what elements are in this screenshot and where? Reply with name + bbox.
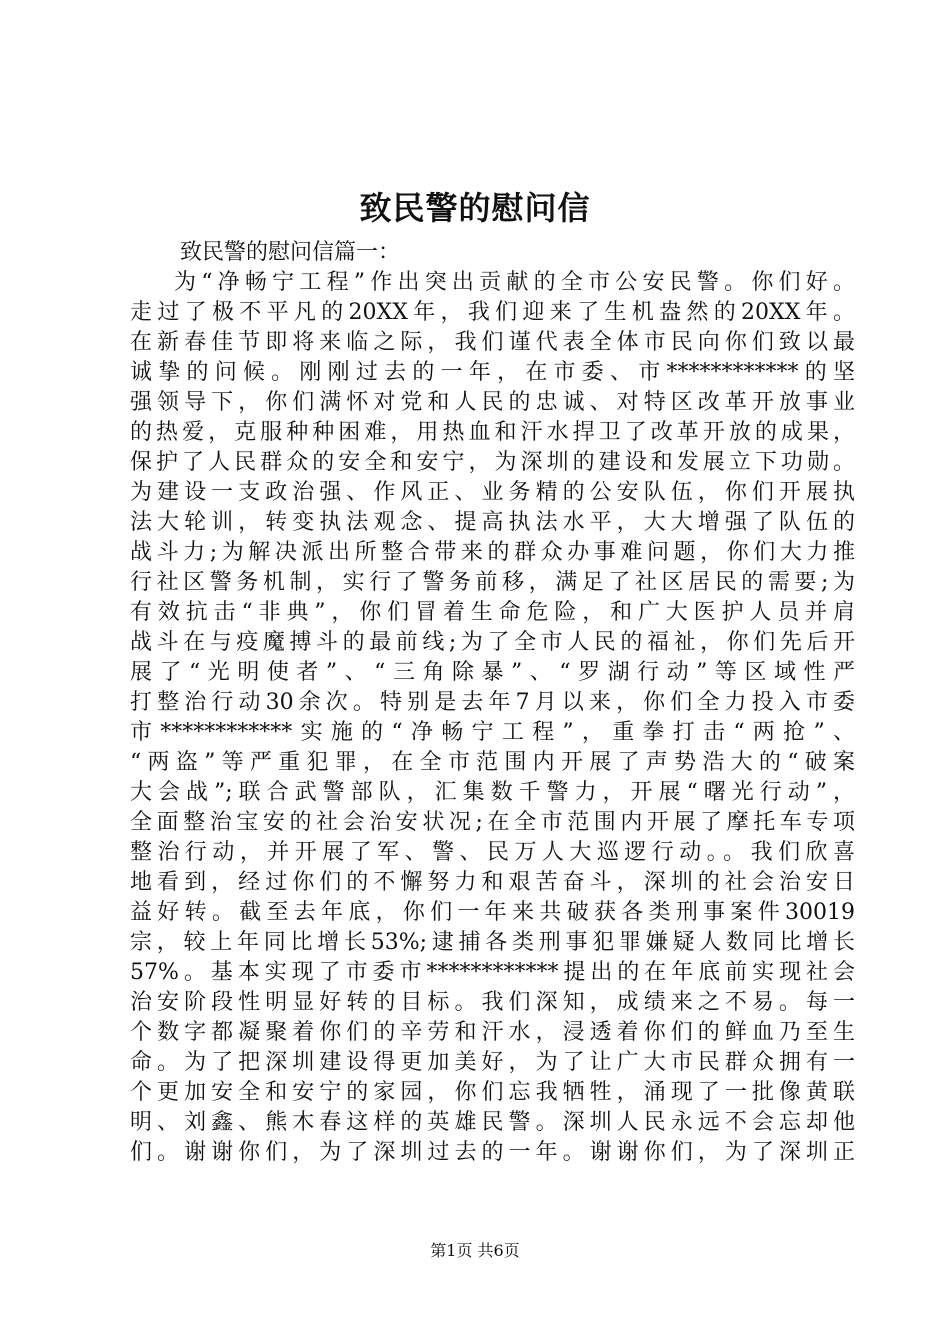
- body-line: 大会战”;联合武警部队，汇集数千警力，开展“曙光行动”，: [130, 780, 855, 805]
- body-line: 益好转。截至去年底，你们一年来共破获各类刑事案件30019: [130, 900, 855, 925]
- body-line: 战斗力;为解决派出所整合带来的群众办事难问题，你们大力推: [130, 540, 855, 565]
- body-line: 强领导下，你们满怀对党和人民的忠诚、对特区改革开放事业: [130, 390, 855, 415]
- body-line: 为建设一支政治强、作风正、业务精的公安队伍，你们开展执: [130, 480, 855, 505]
- body-line: 的热爱，克服种种困难，用热血和汗水捍卫了改革开放的成果，: [130, 420, 855, 445]
- body-line: 全面整治宝安的社会治安状况;在全市范围内开展了摩托车专项: [130, 810, 855, 835]
- body-line: 打整治行动30余次。特别是去年7月以来，你们全力投入市委: [130, 690, 855, 715]
- body-line: 明、刘鑫、熊木春这样的英雄民警。深圳人民永远不会忘却他: [130, 1110, 855, 1135]
- body-line: 个数字都凝聚着你们的辛劳和汗水，浸透着你们的鲜血乃至生: [130, 1020, 855, 1045]
- document-subtitle: 致民警的慰问信篇一：: [180, 240, 401, 265]
- body-line: 宗，较上年同比增长53%;逮捕各类刑事犯罪嫌疑人数同比增长: [130, 930, 855, 955]
- body-line: 在新春佳节即将来临之际，我们谨代表全体市民向你们致以最: [130, 330, 855, 355]
- body-line: 保护了人民群众的安全和安宁，为深圳的建设和发展立下功勋。: [130, 450, 855, 475]
- document-title: 致民警的慰问信: [359, 189, 591, 227]
- body-line: 57%。基本实现了市委市************提出的在年底前实现社会: [130, 960, 855, 985]
- body-line: 为“净畅宁工程”作出突出贡献的全市公安民警。你们好。: [174, 270, 855, 295]
- letter-body: [130, 268, 855, 1168]
- body-line: 战斗在与疫魔搏斗的最前线;为了全市人民的福祉，你们先后开: [130, 630, 855, 655]
- body-line: “两盗”等严重犯罪，在全市范围内开展了声势浩大的“破案: [130, 750, 855, 775]
- body-line: 行社区警务机制，实行了警务前移，满足了社区居民的需要;为: [130, 570, 855, 595]
- body-line: 们。谢谢你们，为了深圳过去的一年。谢谢你们，为了深圳正: [130, 1140, 855, 1165]
- body-line: 展了“光明使者”、“三角除暴”、“罗湖行动”等区域性严: [130, 660, 855, 685]
- body-line: 整治行动，并开展了军、警、民万人大巡逻行动。。我们欣喜: [130, 840, 855, 865]
- body-line: 市************实施的“净畅宁工程”，重拳打击“两抢”、: [130, 720, 855, 745]
- body-line: 命。为了把深圳建设得更加美好，为了让广大市民群众拥有一: [130, 1050, 855, 1075]
- body-line: 法大轮训，转变执法观念、提高执法水平，大大增强了队伍的: [130, 510, 855, 535]
- body-line: 治安阶段性明显好转的目标。我们深知，成绩来之不易。每一: [130, 990, 855, 1015]
- body-line: 走过了极不平凡的20XX年，我们迎来了生机盎然的20XX年。: [130, 300, 855, 325]
- body-line: 地看到，经过你们的不懈努力和艰苦奋斗，深圳的社会治安日: [130, 870, 855, 895]
- body-line: 诚挚的问候。刚刚过去的一年，在市委、市************的坚: [130, 360, 855, 385]
- page-number: 第1页 共6页: [430, 1241, 520, 1260]
- body-line: 有效抗击“非典”，你们冒着生命危险，和广大医护人员并肩: [130, 600, 855, 625]
- body-line: 个更加安全和安宁的家园，你们忘我牺牲，涌现了一批像黄联: [130, 1080, 855, 1105]
